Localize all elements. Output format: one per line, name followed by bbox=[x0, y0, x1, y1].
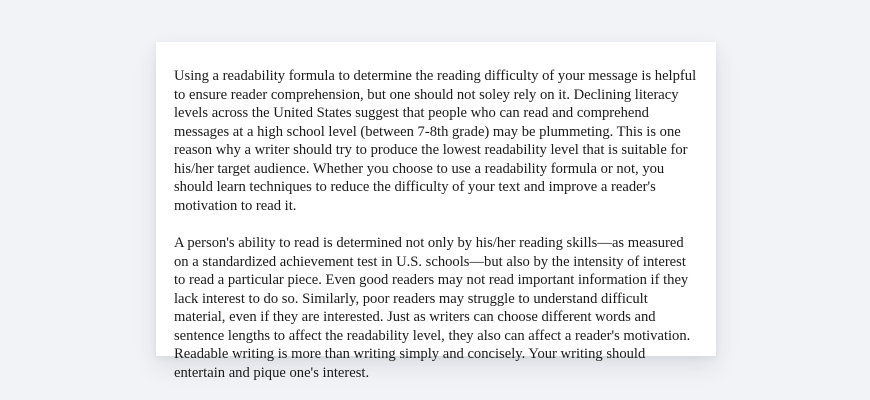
paragraph-readability-formula: Using a readability formula to determine the reading difficulty of your message is helpful to ensure reader comprehension, but one should not soley rely on it. Declining literacy levels across the United States suggest that people who can read and comprehend messages at a high school level (between 7-8th grade) may be plummeting. This is one reason why a writer should try to produce the lowest readability level that is suitable for his/her target audience. Whether you choose to use a readability formula or not, you should learn techniques to reduce the difficulty of your text and improve a reader's motivation to read it. bbox=[174, 68, 697, 214]
paragraph-reader-motivation: A person's ability to read is determined not only by his/her reading skills—as measured on a standardized achievement test in U.S. schools—but also by the intensity of interest to read a particular piece. Even good readers may not read important information if they lack interest to do so. Similarly, poor readers may struggle to understand difficult material, even if they are interested. Just as writers can choose different words and sentence lengths to affect the readability level, they also can affect a reader's motivation. Readable writing is more than writing simply and concisely. Your writing should entertain and pique one's interest. bbox=[174, 235, 691, 381]
text-card bbox=[156, 42, 716, 381]
